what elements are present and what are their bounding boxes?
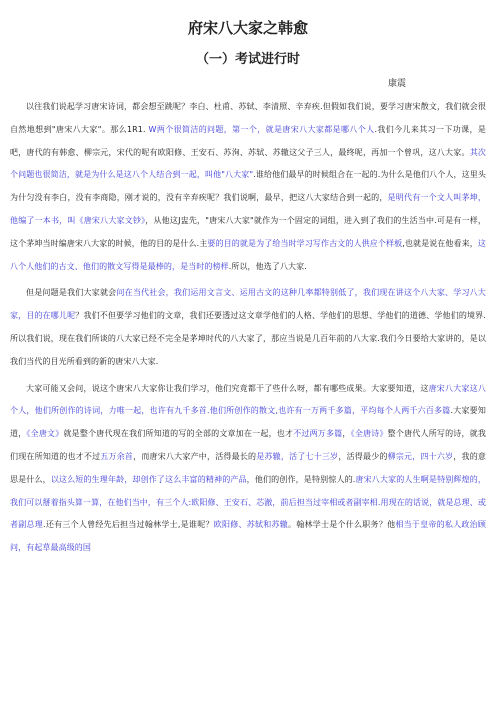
body-text: 就是整个唐代现在我们所知道的写的全部的文章加在一起，也才 [63,429,294,439]
highlighted-text: 相当于皇帝的私人政治顾问，有起草最高级的国 [10,520,486,553]
highlighted-text: 五万余首 [100,451,134,461]
body-text: .我们今儿来其习一下功课，是吧，唐代的有韩愈、柳宗元，宋代的呢有欧阳修、王安石、苏洵、苏轼、苏辙这父子三人，最终呢，再加一个曾巩，这八大家。 [10,124,486,157]
body-text: .所以，他选了八大家. [228,261,307,271]
paragraph [10,378,486,560]
highlighted-text: 不过两万多篇 [293,429,343,439]
highlighted-text: 是明代有一个文人叫茅坤，他编了一本书，叫《唐宋八大家文钞》 [10,193,486,225]
page-title: 府宋八大家之韩愈 [187,19,308,37]
body-text: 整个唐代人所写的诗，就我们现在所知道的也才不过 [10,429,487,461]
body-text: .谁给他们最早的时候组合在一起的.为什么是他们八个人，这里头为什匀没有李白，没有李商隐，刚才说的，没有辛弃疾呢？我们说啊，最早，把这八大家结合到一起的， [10,170,486,203]
body-text: 。翰林学士是个什么职务？他 [288,520,396,530]
paragraph [10,96,486,278]
body-text: ，活得最少的 [338,451,388,461]
highlighted-text: 柳宗元，四十六岁 [387,451,454,461]
highlighted-text: 《全唐诗》 [350,429,388,439]
body-text: 大家可能又会问，说这个唐宋八大家你让我们学习，他们究竟都干了些什么呀，都有哪些成果。大家要知道，这 [26,383,429,393]
highlighted-text: 欧阳修、苏轼和苏辙 [213,520,289,530]
body-text: ，从他这J盅先，"唐宋八大家"就作为一个固定的词组，进入到了我们的生活当中.可是有一样，这个茅坤当时编唐宋八大家的时候，他的目的是什么.主 [10,215,486,248]
highlighted-text: 以这么短的生理年龄，却创作了这么丰富的精神的产品 [50,474,247,484]
document-body [10,96,486,560]
body-text: .大家要知道， [10,406,486,439]
body-text: ，他们的创作，是特别惊人的. [246,474,356,484]
paragraph [10,282,486,373]
highlighted-text: 唐宋八大家的人生啊是特别辉煌的，我们可以掰着指头算一算，在他们当中，有三个人:欧阳修、王安石、芯澈，前后担当过宰相或者副宰相.用现在的话说，就是总理、或者副总理 [10,474,486,530]
body-text: 但是问题是我们大家就会 [26,288,117,298]
body-text: 以往我们说起学习唐宋诗词，都会想至跳呢？李白、杜甫、苏轼、李清照、辛弃疾.但假如我们说，要学习唐宋散文，我们就会很自然地想到"唐宋八大家"。那么1R1. [10,102,486,134]
body-text: .还有三个人曾经先后担当过翰林学士,是谁呢？ [43,520,214,530]
body-text: ， [342,429,351,439]
body-text: ,也就是说在他看来， [402,238,478,248]
body-text: ，而唐宋八大家产中，活得最长的 [133,451,257,461]
highlighted-text: 是苏辙，活了七十三岁 [256,451,339,461]
highlighted-text: 问在当代社会，我们运用文言文、运用古文的这种几率都特别低了，我们现在讲这个八大家、学习八大家，目的在哪儿呢 [10,288,486,321]
section-heading: （一）考试进行时 [195,52,300,67]
highlighted-text: 要的目的就是为了给当时学习写作古文的人供应个样板 [207,238,403,248]
highlighted-text: 这八个人他们的古文、他们的散文写得是最棒的，是当时的榜样 [10,238,486,271]
body-text: ？我们不但要学习他们的文章，我们还要透过这文章学他们的人格、学他们的思想、学他们的道德、学他们的境界 [75,311,484,321]
author-name: 康震 [387,79,406,89]
highlighted-text: 《全唐文》 [26,429,64,439]
body-text: .所以我们说，现在我们所谈的八大家已经不完全是茅坤时代的八大家了，那应当说是几百年前的八大家.我们今日要给大家讲的，是以我们当代的目光所看到的新的唐宋八大家. [10,311,486,366]
highlighted-text: 唐宋八大家这八个人，他们所创作的诗词，力唯一起，也许有九千多首.他们所创作的散文,也许有一万两千多篇，平均每个人两千六百多篇 [10,383,486,416]
highlighted-text: 其次个问题也很简洁，就是为什么是这八个人结合到一起，叫他"八大家" [10,147,487,180]
body-text: ，我的意思是什么， [10,451,487,484]
highlighted-text: W两个很简洁的问题，第一个，就是唐宋八大家都是哪八个人 [148,124,375,134]
